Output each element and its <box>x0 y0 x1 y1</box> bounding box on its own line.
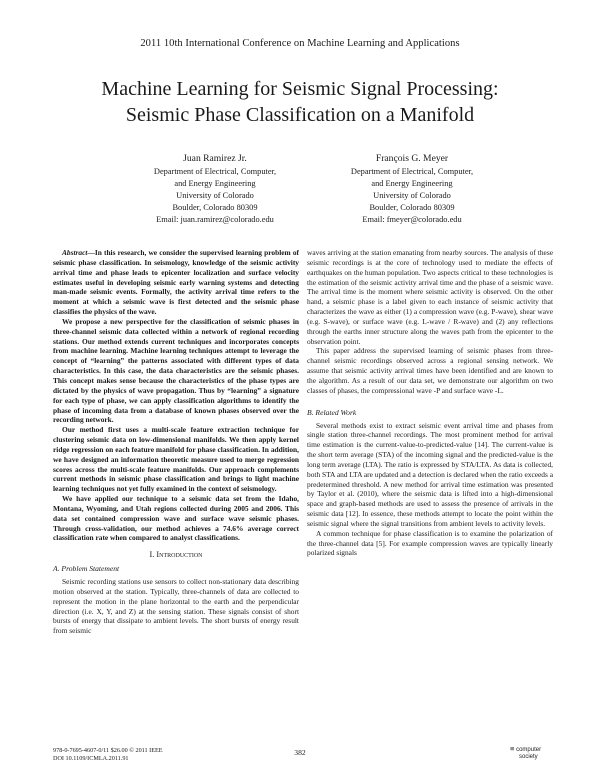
computer-society-logo <box>510 746 541 760</box>
author-city: Boulder, Colorado 80309 <box>369 203 455 212</box>
author-dept: and Energy Engineering <box>371 179 453 188</box>
author-email[interactable]: Email: juan.ramirez@colorado.edu <box>156 215 274 224</box>
body-paragraph: Seismic recording stations use sensors to collect non-stationary data describing motion observed at the station. Typically, three-channels of data are collected to represent the motion in the plane horizontal to the earth and the perpendicular direction (i.e. X, Y, and Z) at the sensing station. These signals consist of short bursts of energy that dissipate to ambient levels. The short bursts of energy result from seismic <box>53 577 299 636</box>
author-dept: Department of Electrical, Computer, <box>153 167 277 176</box>
body-paragraph: Several methods exist to extract seismic event arrival time and phases from single station three-channel recordings. The most prominent method for arrival time estimation is the current-value-to-predicted-value [14]. The current-value is the short term average (STA) of the incoming signal and the predicted-value is the long term average (LTA). The ratio is expressed by STA/LTA. As data is collected, both STA and LTA are updated and a detection is declared when the ratio exceeds a predetermined threshold. A new method for arrival time estimation was presented by Taylor et al. (2010), where the seismic data is lifted into a high-dimensional space and graph-based methods are used to assess the presence of arrivals in the seismic data [12]. In essence, these methods attempt to locate the point within the seismic signal where the signal transitions from ambient levels to activity levels. <box>307 420 553 528</box>
right-column <box>307 248 553 558</box>
abstract-label: Abstract <box>62 248 88 257</box>
paper-title <box>30 76 570 128</box>
author-dept: Department of Electrical, Computer, <box>350 167 474 176</box>
ieee-cs-icon: ≡ <box>510 744 515 753</box>
author-name: François G. Meyer <box>375 153 449 164</box>
author-dept: and Energy Engineering <box>174 179 256 188</box>
abstract-paragraph: Our method first uses a multi-scale feature extraction technique for clustering seismic data on low-dimensional manifolds. We then apply kernel ridge regression on each feature manifold for phase classification. In addition, we have designed an information theoretic measure used to merge regression scores across the multi-scale feature manifolds. Our approach complements current methods in seismic phase classification and brings to light machine learning techniques not yet fully examined in the context of seismology. <box>53 425 299 494</box>
body-paragraph: waves arriving at the station emanating from nearby sources. The analysis of these seismic recordings is at the core of technology used to mediate the effects of earthquakes on the human population. Two aspects critical to these technologies is the estimation of the seismic activity arrival time and the phase of a seismic wave. The arrival time is the moment where seismic activity is observed. On the other hand, a seismic phase is a label given to each instance of seismic activity that characterizes the wave as either (1) a compression wave (e.g. P-wave), shear wave (e.g. S-wave), or surface wave (e.g. L-wave / R-wave) and (2) any reflections through the earths inner structure along the waves path from the epicenter to the observation point. <box>307 248 553 346</box>
author-block-1 <box>115 152 315 226</box>
author-email[interactable]: Email: fmeyer@colorado.edu <box>362 215 462 224</box>
conference-header: 2011 10th International Conference on Machine Learning and Applications <box>140 38 460 49</box>
section-heading: I. Introduction <box>149 550 203 560</box>
author-city: Boulder, Colorado 80309 <box>172 203 258 212</box>
logo-text-1: computer <box>516 747 542 753</box>
footer-doi: DOI 10.1109/ICMLA.2011.91 <box>53 755 129 762</box>
author-university: University of Colorado <box>176 191 254 200</box>
title-line-2: Seismic Phase Classification on a Manifold <box>125 104 475 126</box>
subsection-heading: B. Related Work <box>307 407 357 417</box>
left-column <box>53 248 299 636</box>
footer-isbn: 978-0-7695-4607-0/11 $26.00 © 2011 IEEE <box>53 747 163 754</box>
logo-text-2: society <box>519 753 538 760</box>
page-number: 382 <box>294 748 306 757</box>
abstract-text: —In this research, we consider the supervised learning problem of seismic phase classification. In seismology, knowledge of the seismic activity arrival time and phase leads to epicenter localization and surface velocity estimates useful in developing seismic early warning systems and detecting man-made seismic events. Formally, the activity arrival time refers to the moment at which a seismic wave is first detected and the seismic phase classifies the physics of the wave. <box>53 248 299 317</box>
author-university: University of Colorado <box>373 191 451 200</box>
title-line-1: Machine Learning for Seismic Signal Processing: <box>101 78 499 100</box>
author-block-2 <box>312 152 512 226</box>
body-paragraph: This paper address the supervised learning of seismic phases from three-channel seismic recordings observed across a regional sensing network. We assume that seismic activity arrival times have been identified and are known to the algorithm. As a result of our data set, we demonstrate our algorithm on two classes of phases, the compressional wave -P and surface wave -L. <box>307 346 553 395</box>
author-name: Juan Ramirez Jr. <box>183 153 247 164</box>
abstract-paragraph: We have applied our technique to a seismic data set from the Idaho, Montana, Wyoming, and Utah regions collected during 2005 and 2006. This data set contained compression wave and surface wave seismic phases. Through cross-validation, our method achieves a 74.6% average correct classification rate when compared to analyst classifications. <box>53 494 299 543</box>
subsection-heading: A. Problem Statement <box>53 564 120 574</box>
body-paragraph: A common technique for phase classification is to examine the polarization of the three-channel data [5]. For example compression waves are typically linearly polarized signals <box>307 528 553 558</box>
abstract-paragraph <box>53 248 299 317</box>
abstract-paragraph: We propose a new perspective for the classification of seismic phases in three-channel seismic data collected within a network of regional recording stations. Our method extends current techniques and incorporates concepts from machine learning. Machine learning techniques attempt to leverage the concept of “learning” the patterns associated with different types of data characteristics. In this case, the data characteristics are the seismic phases. This concept makes sense because the characteristics of the phase types are dictated by the physics of wave propagation. Thus by “learning” a signature for each type of phase, we can apply classification algorithms to identify the phase of incoming data from a database of known phases observed over the recording network. <box>53 316 299 425</box>
